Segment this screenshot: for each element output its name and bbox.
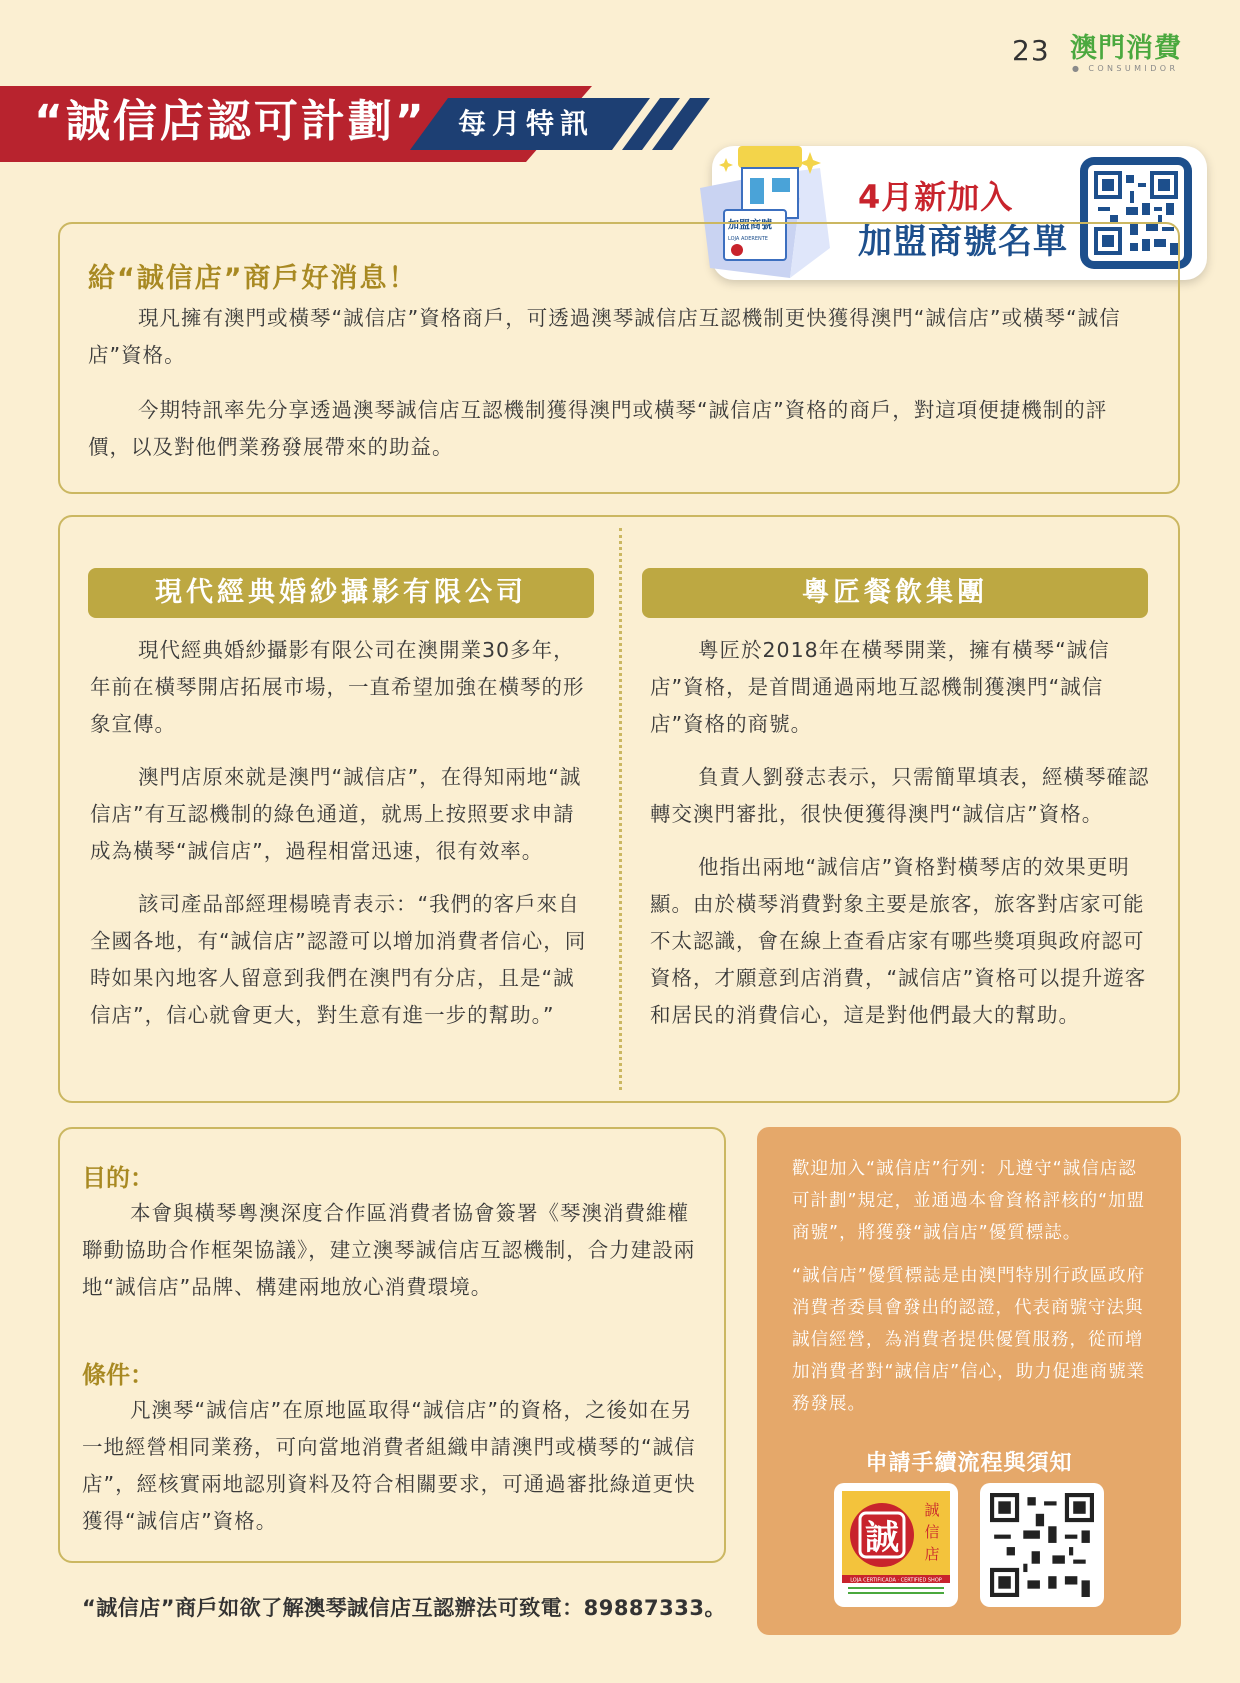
seal-caption: LOJA CERTIFICADA · CERTIFIED SHOP xyxy=(850,1577,942,1584)
purpose-heading: 目的： xyxy=(82,1164,154,1192)
new-members-line1: 4月新加入 xyxy=(858,178,1014,216)
story-paragraph: 澳門店原來就是澳門“誠信店”，在得知兩地“誠信店”有互認機制的綠色通道，就馬上按照要求申請成為橫琴“誠信店”，過程相當迅速，很有效率。 xyxy=(90,765,582,863)
story-paragraph: 粵匠於2018年在橫琴開業，擁有橫琴“誠信店”資格，是首間通過兩地互認機制獲澳門“誠信店”資格的商號。 xyxy=(650,638,1110,736)
shop-story-wedding xyxy=(90,632,590,1050)
seal-side-1: 誠 xyxy=(924,1501,940,1519)
honest-shop-seal-icon xyxy=(842,1491,950,1599)
brand-name: 澳門消費 xyxy=(1070,33,1182,64)
page-number: 23 xyxy=(1012,34,1050,67)
seal-side-3: 店 xyxy=(924,1545,940,1563)
seal-side-2: 信 xyxy=(924,1523,940,1541)
story-paragraph: 該司產品部經理楊曉青表示：“我們的客戶來自全國各地，有“誠信店”認證可以增加消費者信心，同時如果內地客人留意到我們在澳門有分店，且是“誠信店”，信心就會更大，對生意有進一步的幫助。” xyxy=(90,892,587,1027)
honest-shop-logo xyxy=(834,1483,958,1607)
sign-text: 加盟商號 xyxy=(728,218,772,231)
purpose-text: 本會與橫琴粵澳深度合作區消費者協會簽署《琴澳消費維權聯動協助合作框架協議》，建立澳琴誠信店互認機制，合力建設兩地“誠信店”品牌、構建兩地放心消費環境。 xyxy=(82,1201,696,1299)
shop-story-catering xyxy=(650,632,1150,1050)
intro-heading: 給“誠信店”商戶好消息！ xyxy=(88,263,418,294)
intro-paragraph: 今期特訊率先分享透過澳琴誠信店互認機制獲得澳門或橫琴“誠信店”資格的商戶，對這項便捷機制的評價，以及對他們業務發展帶來的助益。 xyxy=(88,398,1108,459)
shop-title-wedding: 現代經典婚紗攝影有限公司 xyxy=(88,568,594,618)
shop-title-catering: 粵匠餐飲集團 xyxy=(642,568,1148,618)
application-qr-code[interactable] xyxy=(980,1483,1104,1607)
story-paragraph: 他指出兩地“誠信店”資格對橫琴店的效果更明顯。由於橫琴消費對象主要是旅客，旅客對店家可能不太認識，會在線上查看店家有哪些獎項與政府認可資格，才願意到店消費，“誠信店”資格可以提升遊客和居民的消費信心，這是對他們最大的幫助。 xyxy=(650,855,1147,1027)
conditions-text: 凡澳琴“誠信店”在原地區取得“誠信店”的資格，之後如在另一地經營相同業務，可向當地消費者組織申請澳門或橫琴的“誠信店”，經核實兩地認別資料及符合相關要求，可通過審批綠道更快獲得“誠信店”資格。 xyxy=(82,1398,696,1533)
sign-sub: LOJA ADERENTE xyxy=(728,236,768,242)
brand-logo xyxy=(1070,34,1182,73)
banner-title: “誠信店認可計劃” xyxy=(34,96,427,147)
join-paragraph: 歡迎加入“誠信店”行列：凡遵守“誠信店認可計劃”規定，並通過本會資格評核的“加盟商號”，將獲發“誠信店”優質標誌。 xyxy=(792,1159,1146,1243)
story-paragraph: 現代經典婚紗攝影有限公司在澳開業30多年，年前在橫琴開店拓展市場，一直希望加強在橫琴的形象宣傳。 xyxy=(90,638,585,736)
intro-paragraph: 現凡擁有澳門或橫琴“誠信店”資格商戶，可透過澳琴誠信店互認機制更快獲得澳門“誠信店”或橫琴“誠信店”資格。 xyxy=(88,306,1121,367)
contact-line: “誠信店”商戶如欲了解澳琴誠信店互認辦法可致電：89887333。 xyxy=(82,1596,726,1620)
conditions-heading: 條件： xyxy=(82,1361,154,1389)
seal-char: 誠 xyxy=(865,1518,899,1558)
new-members-line2: 加盟商號名單 xyxy=(858,222,1068,262)
column-divider xyxy=(619,528,622,1090)
story-paragraph: 負責人劉發志表示，只需簡單填表，經橫琴確認轉交澳門審批，很快便獲得澳門“誠信店”資格。 xyxy=(650,765,1150,826)
application-heading: 申請手續流程與須知 xyxy=(865,1451,1073,1476)
banner-subtitle: 每月特訊 xyxy=(458,107,595,140)
brand-sub: ● CONSUMIDOR xyxy=(1072,64,1179,73)
qr-code-icon xyxy=(990,1493,1094,1597)
join-paragraph: “誠信店”優質標誌是由澳門特別行政區政府消費者委員會發出的認證，代表商號守法與誠信經營，為消費者提供優質服務，從而增加消費者對“誠信店”信心，助力促進商號業務發展。 xyxy=(792,1266,1146,1414)
